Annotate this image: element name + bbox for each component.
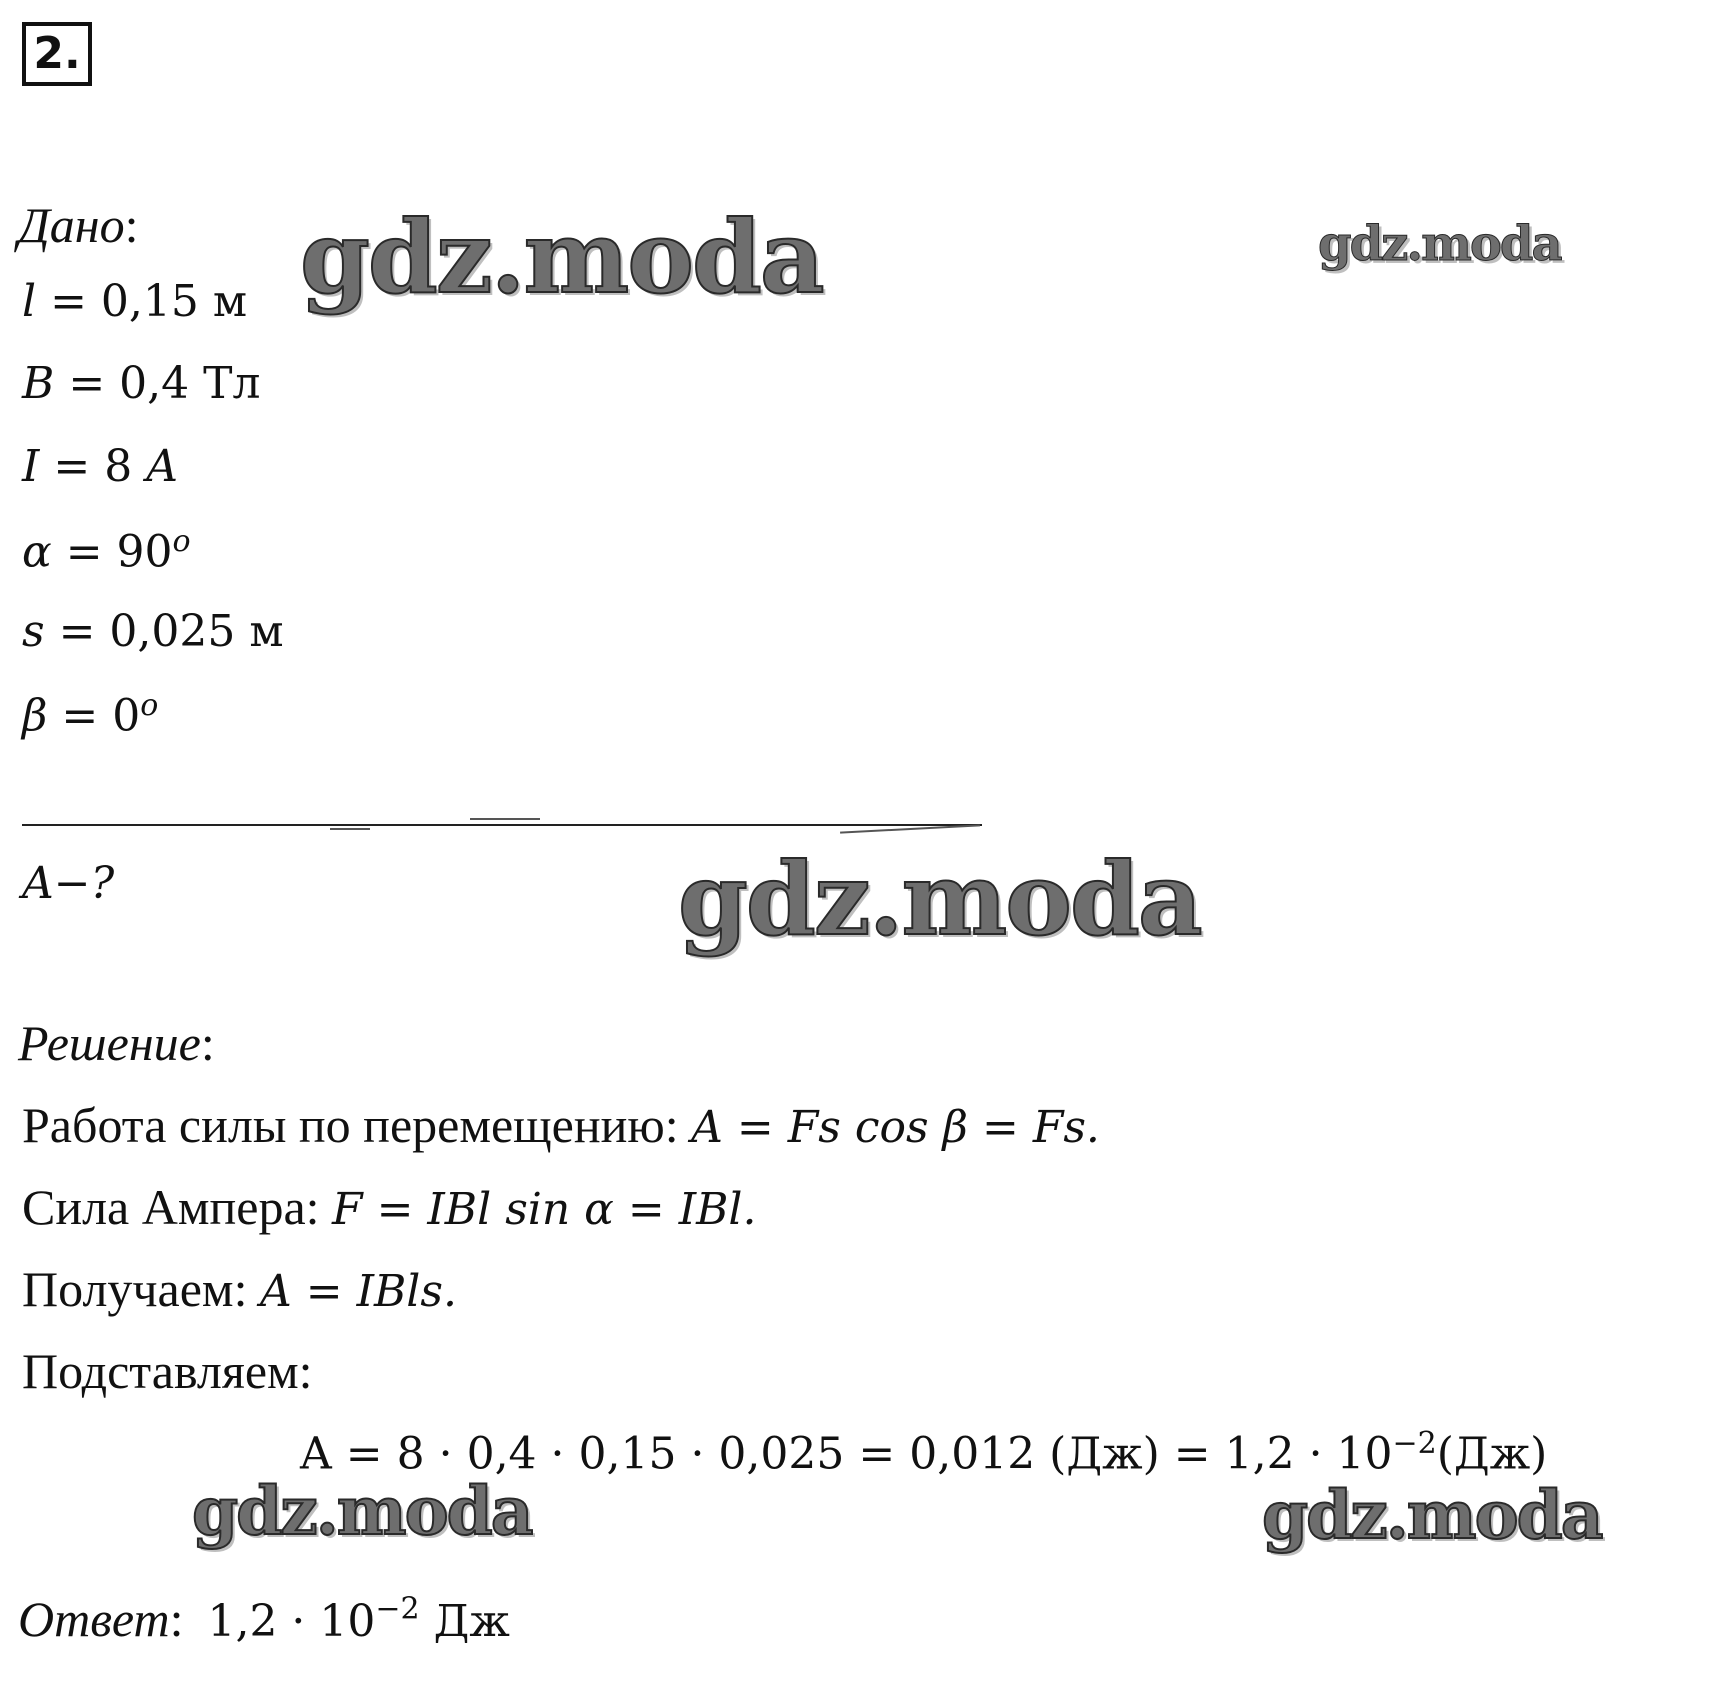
result-text: Получаем: [22,1261,260,1317]
work-text: Работа силы по перемещению: [22,1097,692,1153]
answer-label: Ответ [18,1591,170,1647]
symbol-b: B [22,358,55,409]
task-number: 2. [22,22,92,86]
calc-tail: (Дж) [1436,1428,1548,1480]
symbol-s: s [22,606,45,657]
solution-line-substitute [22,1342,313,1400]
answer-unit: Дж [419,1596,510,1647]
substitute-text: Подставляем: [22,1343,313,1399]
symbol-i: I [22,441,40,492]
ampere-text: Сила Ампера: [22,1179,333,1235]
given-induction [22,358,260,409]
given-colon: : [124,197,139,253]
solution-line-work [22,1096,1100,1154]
answer-line [18,1590,510,1648]
symbol-l: l [22,276,37,327]
value-induction: = 0,4 Тл [54,358,261,409]
given-displacement [22,606,284,657]
solution-colon: : [200,1015,215,1071]
symbol-beta: β [22,690,48,742]
solution-label: Решение [18,1015,201,1071]
degree-alpha: o [172,524,191,559]
given-current [22,441,178,492]
value-current: = 8 [39,441,147,492]
ampere-formula: F = IBl sin α = IBl. [332,1184,757,1235]
find-quantity [22,858,114,909]
divider-sketch-mark [330,828,370,830]
given-label: Дано [18,197,125,253]
value-length: = 0,15 м [36,276,248,327]
value-beta: = 0 [47,690,141,742]
calc-exponent: −2 [1392,1426,1437,1461]
result-formula: A = IBls. [259,1266,457,1317]
value-displacement: = 0,025 м [44,606,284,657]
solution-heading [18,1014,215,1072]
calc-main: A = 8 · 0,4 · 0,15 · 0,025 = 0,012 (Дж) = 1,2 · 10 [300,1428,1393,1480]
given-length [22,276,247,327]
watermark: gdz.moda [192,1472,532,1550]
given-heading [18,196,139,254]
divider-sketch-mark [470,818,540,820]
symbol-alpha: α [22,526,52,578]
watermark: gdz.moda [300,198,823,316]
given-alpha [22,524,191,578]
work-formula: A = Fs cos β = Fs. [691,1102,1100,1153]
answer-exponent: −2 [375,1591,420,1627]
watermark: gdz.moda [1318,216,1561,272]
given-beta [22,688,158,742]
watermark: gdz.moda [678,840,1201,958]
solution-line-ampere [22,1178,757,1236]
answer-colon: : [169,1591,184,1647]
value-alpha: = 90 [51,526,173,578]
degree-beta: o [140,688,159,723]
find-expression: A−? [22,858,115,909]
unit-ampere: A [146,441,178,492]
answer-value: 1,2 · 10 [207,1596,376,1647]
given-divider [22,824,982,826]
watermark: gdz.moda [1262,1476,1602,1554]
solution-line-result [22,1260,457,1318]
